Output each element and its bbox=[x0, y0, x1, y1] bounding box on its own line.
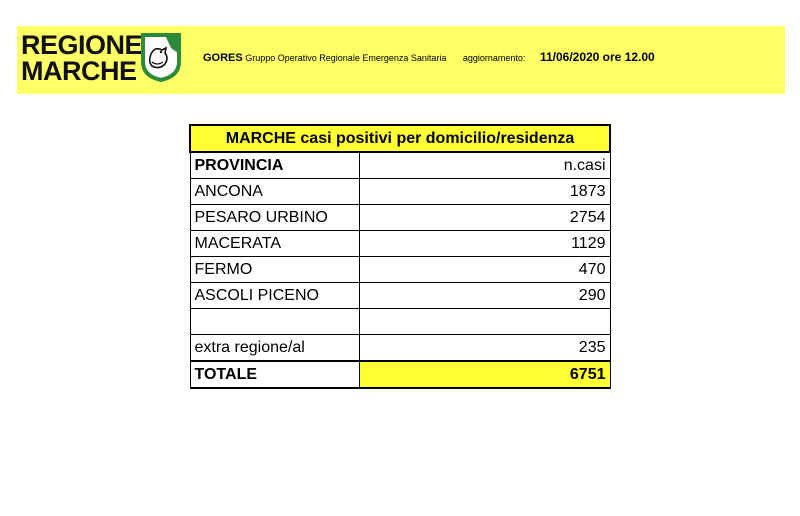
org-abbreviation: GORES bbox=[203, 52, 243, 64]
header-info-line bbox=[203, 50, 655, 64]
province-name bbox=[190, 309, 359, 335]
case-count bbox=[359, 309, 610, 335]
case-count: 1873 bbox=[359, 179, 610, 205]
cases-table bbox=[189, 124, 611, 389]
case-count: 235 bbox=[359, 335, 610, 362]
table-total-row bbox=[190, 361, 610, 388]
table-row-empty bbox=[190, 309, 610, 335]
header-banner bbox=[17, 26, 785, 94]
update-datetime: 11/06/2020 ore 12.00 bbox=[539, 50, 655, 64]
case-count: 290 bbox=[359, 283, 610, 309]
province-name: ASCOLI PICENO bbox=[190, 283, 359, 309]
province-name: extra regione/al bbox=[190, 335, 359, 362]
region-logo-text bbox=[21, 32, 142, 84]
province-name: PESARO URBINO bbox=[190, 205, 359, 231]
table-title: MARCHE casi positivi per domicilio/residenza bbox=[190, 125, 610, 152]
total-value: 6751 bbox=[359, 361, 610, 388]
province-name: MACERATA bbox=[190, 231, 359, 257]
org-name: Gruppo Operativo Regionale Emergenza Sanitaria bbox=[245, 53, 447, 63]
table-title-row bbox=[190, 125, 610, 152]
table-row bbox=[190, 231, 610, 257]
case-count: 2754 bbox=[359, 205, 610, 231]
table-row bbox=[190, 335, 610, 362]
table-row bbox=[190, 205, 610, 231]
update-label: aggiornamento: bbox=[462, 53, 526, 63]
province-name: ANCONA bbox=[190, 179, 359, 205]
case-count: 1129 bbox=[359, 231, 610, 257]
logo-line-1: REGIONE bbox=[21, 30, 143, 60]
logo-line-2: MARCHE bbox=[21, 56, 137, 86]
table-row bbox=[190, 257, 610, 283]
case-count: 470 bbox=[359, 257, 610, 283]
regione-marche-emblem-icon bbox=[135, 32, 185, 82]
province-name: FERMO bbox=[190, 257, 359, 283]
column-header-province: PROVINCIA bbox=[190, 152, 359, 179]
table-header-row bbox=[190, 152, 610, 179]
table-row bbox=[190, 283, 610, 309]
table-row bbox=[190, 179, 610, 205]
column-header-cases: n.casi bbox=[359, 152, 610, 179]
total-label: TOTALE bbox=[190, 361, 359, 388]
